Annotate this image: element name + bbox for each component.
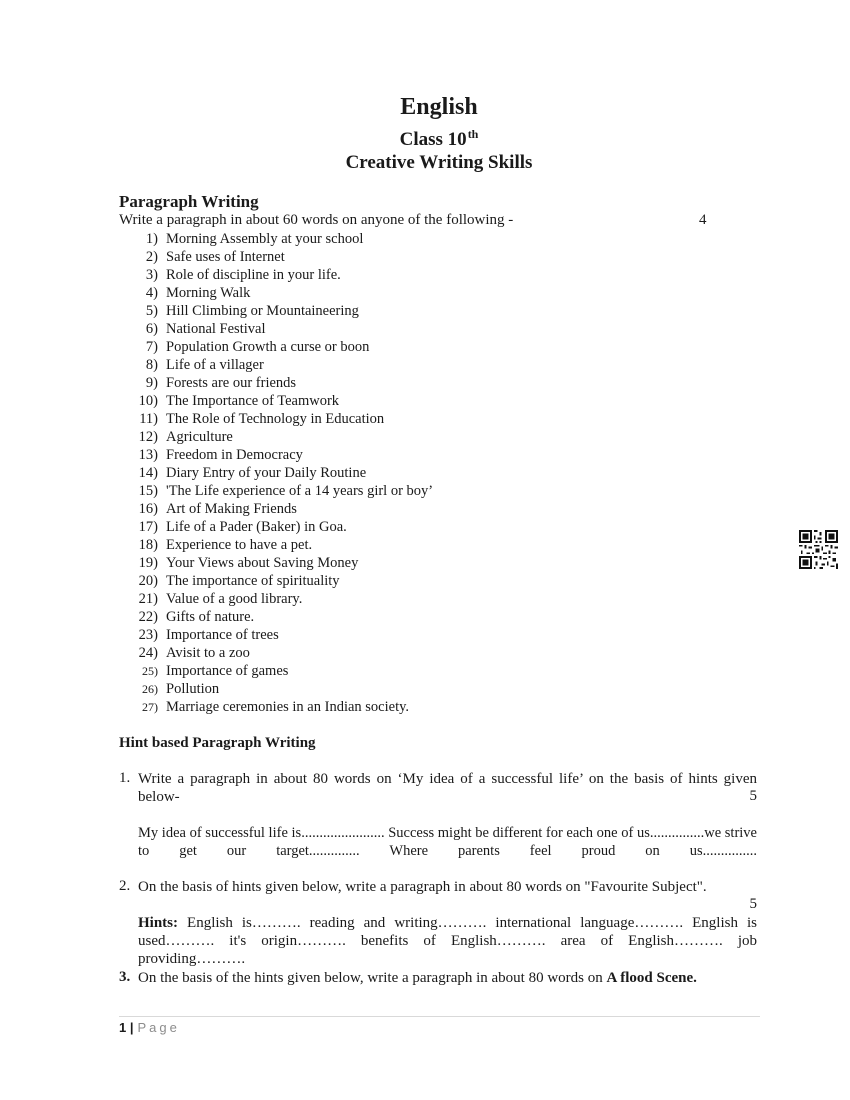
footer-divider <box>119 1016 760 1017</box>
topic-text: National Festival <box>166 321 266 337</box>
hints-label: Hints: <box>138 915 179 931</box>
class-label <box>0 127 850 151</box>
topic-text: The importance of spirituality <box>166 573 340 589</box>
topic-text: Value of a good library. <box>166 591 303 607</box>
topic-number: 17) <box>138 519 158 535</box>
topic-number: 7) <box>145 339 158 355</box>
page-word: Page <box>137 1020 180 1035</box>
topic-text: Pollution <box>166 681 220 697</box>
topic-number: 13) <box>138 447 158 463</box>
question-3-prefix: On the basis of the hints given below, write a paragraph in about 80 words on <box>138 970 607 986</box>
qr-code-icon <box>799 530 838 569</box>
paragraph-writing-instruction: Write a paragraph in about 60 words on anyone of the following - <box>119 212 514 228</box>
question-2-marks: 5 <box>749 896 757 912</box>
topic-number: 4) <box>145 285 158 301</box>
topic-number: 1) <box>145 231 158 247</box>
topic-number: 19) <box>138 555 158 571</box>
topic-text: Hill Climbing or Mountaineering <box>166 303 359 319</box>
topic-number: 18) <box>138 537 158 553</box>
topic-number: 3) <box>145 267 158 283</box>
topic-text: 'The Life experience of a 14 years girl or boy’ <box>166 483 434 499</box>
question-1-text: Write a paragraph in about 80 words on ‘My idea of a successful life’ on the basis of hints given below- <box>138 771 757 805</box>
topic-number: 21) <box>138 591 158 607</box>
question-3-topic: A flood Scene. <box>606 970 697 986</box>
topic-number: 23) <box>138 627 158 643</box>
topic-number: 11) <box>139 411 158 427</box>
hints-text: English is………. reading and writing………. international language………. English is used………. it's origin………. benefits of English………. area of English………. job providing………. <box>138 915 757 967</box>
topic-text: Agriculture <box>166 429 233 445</box>
topic-number: 26) <box>142 682 158 696</box>
topic-number: 24) <box>138 645 158 661</box>
topic-text: Role of discipline in your life. <box>166 267 341 283</box>
topic-text: Life of a villager <box>166 357 264 373</box>
topic-number: 8) <box>145 357 158 373</box>
question-1-number: 1. <box>119 770 131 786</box>
question-2-hints <box>138 914 757 968</box>
topic-text: Art of Making Friends <box>166 501 297 517</box>
question-2-number: 2. <box>119 878 131 894</box>
topic-text: The Role of Technology in Education <box>166 411 385 427</box>
topic-text: Experience to have a pet. <box>166 537 313 553</box>
document-title: English <box>400 94 478 120</box>
class-suffix: th <box>467 127 479 141</box>
topic-number: 20) <box>138 573 158 589</box>
topic-text: Population Growth a curse or boon <box>166 339 370 355</box>
topic-text: Importance of trees <box>166 627 279 643</box>
topic-number: 14) <box>138 465 158 481</box>
topic-number: 27) <box>142 700 158 714</box>
topic-text: Avisit to a zoo <box>166 645 250 661</box>
topic-text: Freedom in Democracy <box>166 447 303 463</box>
topic-number: 2) <box>145 249 158 265</box>
topic-text: Importance of games <box>166 663 289 679</box>
page-number: 1 <box>119 1020 127 1035</box>
class-text: Class 10 <box>399 129 467 150</box>
paragraph-writing-heading: Paragraph Writing <box>119 192 259 211</box>
topic-number: 16) <box>138 501 158 517</box>
document-subtitle: Creative Writing Skills <box>345 152 533 173</box>
topic-text: Morning Walk <box>166 285 251 301</box>
question-3-text <box>138 969 757 987</box>
question-1-hint: My idea of successful life is....................... Success might be different for each one of us...............we strive to get our target.............. Where parents feel proud on us............... <box>138 825 757 859</box>
topic-text: Forests are our friends <box>166 375 297 391</box>
topic-text: Diary Entry of your Daily Routine <box>166 465 367 481</box>
topic-text: Marriage ceremonies in an Indian society. <box>166 699 410 715</box>
topic-text: Safe uses of Internet <box>166 249 285 265</box>
topic-text: The Importance of Teamwork <box>166 393 340 409</box>
topic-number: 5) <box>145 303 158 319</box>
question-3-number: 3. <box>119 969 131 985</box>
topic-text: Life of a Pader (Baker) in Goa. <box>166 519 347 535</box>
topic-number: 15) <box>138 483 158 499</box>
footer-separator: | <box>129 1020 134 1035</box>
topic-number: 22) <box>138 609 158 625</box>
paragraph-writing-marks: 4 <box>699 212 707 228</box>
question-1-marks: 5 <box>749 788 757 804</box>
hint-based-heading: Hint based Paragraph Writing <box>119 735 316 751</box>
question-2-text: On the basis of hints given below, write a paragraph in about 80 words on "Favourite Subject". <box>138 879 707 895</box>
topic-number: 25) <box>142 664 158 678</box>
topic-text: Your Views about Saving Money <box>166 555 359 571</box>
page-footer <box>119 1020 180 1035</box>
topic-number: 9) <box>145 375 158 391</box>
topic-number: 12) <box>138 429 158 445</box>
topic-number: 10) <box>138 393 158 409</box>
topic-text: Morning Assembly at your school <box>166 231 364 247</box>
topic-text: Gifts of nature. <box>166 609 255 625</box>
topic-number: 6) <box>145 321 158 337</box>
